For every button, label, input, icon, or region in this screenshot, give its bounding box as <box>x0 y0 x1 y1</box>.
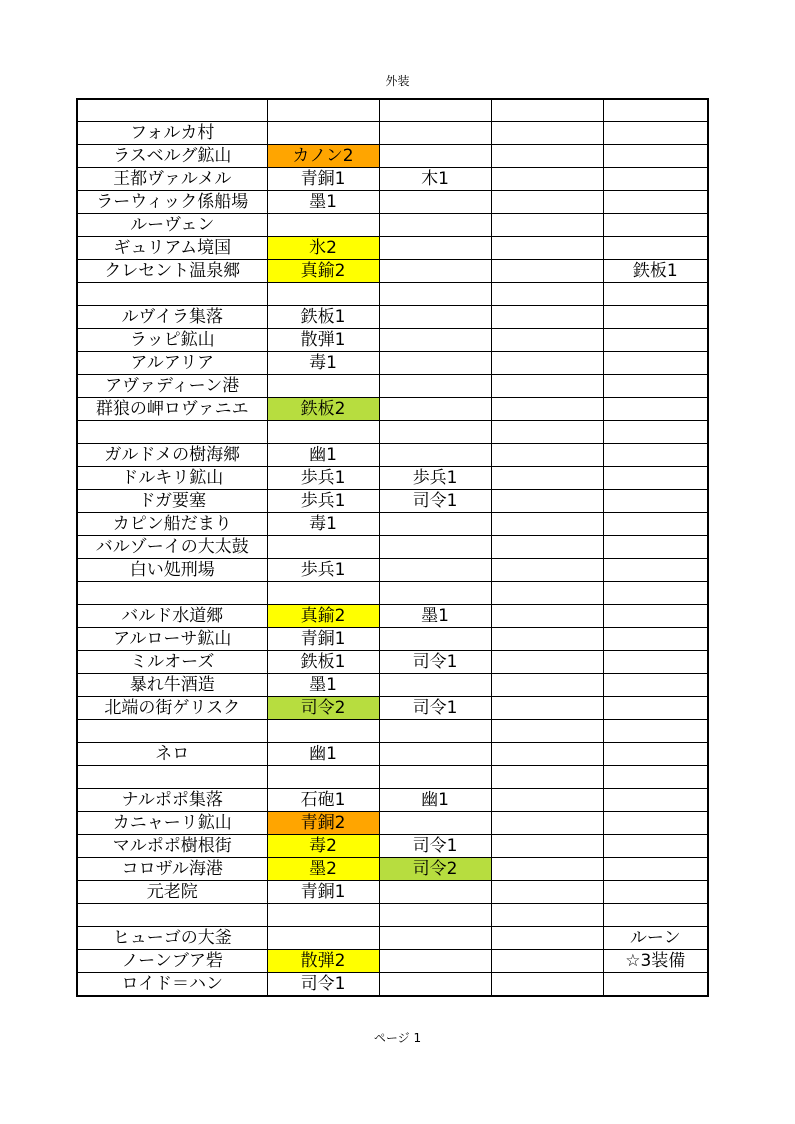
cell-material-4 <box>603 375 708 398</box>
cell-material-4 <box>603 214 708 237</box>
cell-material-4 <box>603 651 708 674</box>
cell-location <box>77 421 267 444</box>
cell-material-4 <box>603 835 708 858</box>
cell-material-3 <box>491 812 603 835</box>
cell-location: アルローサ鉱山 <box>77 628 267 651</box>
cell-material-2 <box>379 306 491 329</box>
table-row <box>77 904 708 927</box>
cell-material-1: 青銅2 <box>267 812 379 835</box>
cell-material-1 <box>267 122 379 145</box>
cell-material-1: 鉄板1 <box>267 306 379 329</box>
cell-material-1 <box>267 904 379 927</box>
table-row <box>77 260 708 283</box>
cell-location: 北端の街ゲリスク <box>77 697 267 720</box>
cell-material-4 <box>603 283 708 306</box>
cell-material-1: 散弾1 <box>267 329 379 352</box>
cell-material-4 <box>603 881 708 904</box>
cell-material-3 <box>491 352 603 375</box>
cell-material-3 <box>491 191 603 214</box>
table-row <box>77 444 708 467</box>
table-row <box>77 697 708 720</box>
cell-material-2: 幽1 <box>379 789 491 812</box>
table-row <box>77 513 708 536</box>
cell-material-2 <box>379 122 491 145</box>
cell-material-1: 歩兵1 <box>267 490 379 513</box>
cell-material-2: 司令1 <box>379 697 491 720</box>
table-row <box>77 375 708 398</box>
cell-material-1: 歩兵1 <box>267 559 379 582</box>
cell-location: フォルカ村 <box>77 122 267 145</box>
page-header-title: 外装 <box>385 74 410 88</box>
cell-location: ルヴイラ集落 <box>77 306 267 329</box>
table-row <box>77 467 708 490</box>
cell-material-3 <box>491 122 603 145</box>
cell-material-4 <box>603 559 708 582</box>
cell-material-3 <box>491 168 603 191</box>
cell-material-2 <box>379 260 491 283</box>
cell-location: ギュリアム境国 <box>77 237 267 260</box>
cell-material-4 <box>603 973 708 997</box>
cell-material-1: 墨2 <box>267 858 379 881</box>
cell-material-3 <box>491 904 603 927</box>
cell-material-4 <box>603 582 708 605</box>
cell-location <box>77 720 267 743</box>
cell-material-4 <box>603 904 708 927</box>
cell-material-3 <box>491 858 603 881</box>
table-row <box>77 283 708 306</box>
cell-location: カニャーリ鉱山 <box>77 812 267 835</box>
cell-material-3 <box>491 513 603 536</box>
cell-material-2 <box>379 628 491 651</box>
cell-material-3 <box>491 582 603 605</box>
table-row <box>77 306 708 329</box>
cell-material-4 <box>603 306 708 329</box>
cell-material-2 <box>379 145 491 168</box>
cell-location: 暴れ牛酒造 <box>77 674 267 697</box>
cell-material-2 <box>379 375 491 398</box>
cell-material-3 <box>491 260 603 283</box>
cell-location: バルド水道郷 <box>77 605 267 628</box>
cell-location: クレセント温泉郷 <box>77 260 267 283</box>
cell-material-2 <box>379 398 491 421</box>
cell-material-4 <box>603 329 708 352</box>
table-row <box>77 237 708 260</box>
cell-material-1: 散弾2 <box>267 950 379 973</box>
cell-material-1 <box>267 927 379 950</box>
cell-material-1 <box>267 720 379 743</box>
table-row <box>77 398 708 421</box>
cell-material-1: 鉄板1 <box>267 651 379 674</box>
table-row <box>77 881 708 904</box>
cell-material-4 <box>603 122 708 145</box>
cell-material-3 <box>491 375 603 398</box>
cell-material-3 <box>491 881 603 904</box>
cell-location: ネロ <box>77 743 267 766</box>
cell-material-3 <box>491 950 603 973</box>
cell-location: ラッピ鉱山 <box>77 329 267 352</box>
cell-material-2 <box>379 352 491 375</box>
cell-material-2 <box>379 720 491 743</box>
cell-material-1: 真鍮2 <box>267 605 379 628</box>
cell-material-1 <box>267 99 379 122</box>
cell-material-1: 青銅1 <box>267 168 379 191</box>
cell-material-3 <box>491 283 603 306</box>
cell-material-4 <box>603 743 708 766</box>
cell-material-1 <box>267 375 379 398</box>
table-row <box>77 99 708 122</box>
cell-location: カピン船だまり <box>77 513 267 536</box>
cell-material-2 <box>379 536 491 559</box>
table-row <box>77 490 708 513</box>
cell-location: 王都ヴァルメル <box>77 168 267 191</box>
table-row <box>77 329 708 352</box>
cell-location: アヴァディーン港 <box>77 375 267 398</box>
cell-material-2 <box>379 513 491 536</box>
table-row <box>77 927 708 950</box>
cell-location: ロイド＝ハン <box>77 973 267 997</box>
cell-material-3 <box>491 99 603 122</box>
table-row <box>77 973 708 997</box>
table-row <box>77 743 708 766</box>
table-row <box>77 191 708 214</box>
cell-material-1: 幽1 <box>267 444 379 467</box>
table-row <box>77 674 708 697</box>
cell-material-2 <box>379 191 491 214</box>
cell-material-1: カノン2 <box>267 145 379 168</box>
table-row <box>77 858 708 881</box>
cell-material-3 <box>491 467 603 490</box>
cell-material-4 <box>603 490 708 513</box>
cell-material-3 <box>491 329 603 352</box>
cell-material-3 <box>491 214 603 237</box>
cell-material-3 <box>491 421 603 444</box>
table-row <box>77 766 708 789</box>
cell-material-1: 青銅1 <box>267 628 379 651</box>
cell-material-3 <box>491 651 603 674</box>
cell-material-1 <box>267 536 379 559</box>
cell-material-2 <box>379 99 491 122</box>
page-footer-number: ページ 1 <box>373 1031 422 1045</box>
cell-material-2: 歩兵1 <box>379 467 491 490</box>
cell-material-4: 鉄板1 <box>603 260 708 283</box>
cell-material-2 <box>379 743 491 766</box>
table-row <box>77 352 708 375</box>
cell-material-2 <box>379 812 491 835</box>
cell-location: ラーウィック係船場 <box>77 191 267 214</box>
cell-location: 元老院 <box>77 881 267 904</box>
cell-material-1: 石砲1 <box>267 789 379 812</box>
cell-location: ノーンブア砦 <box>77 950 267 973</box>
cell-material-3 <box>491 398 603 421</box>
cell-material-4 <box>603 628 708 651</box>
cell-material-2 <box>379 674 491 697</box>
cell-material-1 <box>267 582 379 605</box>
cell-location: 群狼の岬ロヴァニエ <box>77 398 267 421</box>
cell-material-4 <box>603 536 708 559</box>
table-row <box>77 122 708 145</box>
cell-material-2: 木1 <box>379 168 491 191</box>
cell-material-3 <box>491 444 603 467</box>
cell-location: ラスベルグ鉱山 <box>77 145 267 168</box>
cell-material-3 <box>491 789 603 812</box>
cell-location: ナルポポ集落 <box>77 789 267 812</box>
cell-material-2: 墨1 <box>379 605 491 628</box>
cell-location: ドルキリ鉱山 <box>77 467 267 490</box>
spreadsheet-body <box>77 99 708 996</box>
table-row <box>77 145 708 168</box>
cell-location: 白い処刑場 <box>77 559 267 582</box>
cell-material-4 <box>603 421 708 444</box>
table-row <box>77 536 708 559</box>
cell-material-1 <box>267 421 379 444</box>
cell-material-4 <box>603 513 708 536</box>
cell-material-1: 墨1 <box>267 674 379 697</box>
cell-material-2: 司令1 <box>379 651 491 674</box>
cell-material-1: 司令1 <box>267 973 379 997</box>
cell-material-3 <box>491 628 603 651</box>
cell-location: マルポポ樹根街 <box>77 835 267 858</box>
cell-material-3 <box>491 536 603 559</box>
cell-location: ドガ要塞 <box>77 490 267 513</box>
cell-material-4: ☆3装備 <box>603 950 708 973</box>
cell-material-2: 司令2 <box>379 858 491 881</box>
cell-material-4 <box>603 812 708 835</box>
cell-material-3 <box>491 605 603 628</box>
cell-location: ルーヴェン <box>77 214 267 237</box>
cell-material-3 <box>491 835 603 858</box>
cell-location: コロザル海港 <box>77 858 267 881</box>
cell-material-3 <box>491 306 603 329</box>
cell-location <box>77 766 267 789</box>
cell-material-2 <box>379 214 491 237</box>
table-row <box>77 812 708 835</box>
cell-material-1: 墨1 <box>267 191 379 214</box>
table-row <box>77 605 708 628</box>
table-row <box>77 835 708 858</box>
cell-material-4 <box>603 720 708 743</box>
cell-location: バルゾーイの大太鼓 <box>77 536 267 559</box>
cell-material-3 <box>491 490 603 513</box>
cell-material-2 <box>379 766 491 789</box>
cell-material-1: 毒1 <box>267 513 379 536</box>
cell-material-2 <box>379 582 491 605</box>
cell-location: アルアリア <box>77 352 267 375</box>
cell-material-1: 毒2 <box>267 835 379 858</box>
table-row <box>77 559 708 582</box>
cell-material-3 <box>491 674 603 697</box>
cell-material-4 <box>603 605 708 628</box>
cell-material-4 <box>603 697 708 720</box>
spreadsheet-table <box>76 98 709 997</box>
cell-location: ガルドメの樹海郷 <box>77 444 267 467</box>
cell-material-3 <box>491 559 603 582</box>
cell-material-1: 幽1 <box>267 743 379 766</box>
cell-location <box>77 904 267 927</box>
cell-location <box>77 582 267 605</box>
cell-material-2 <box>379 237 491 260</box>
cell-material-2 <box>379 329 491 352</box>
cell-material-4 <box>603 674 708 697</box>
cell-material-1: 毒1 <box>267 352 379 375</box>
cell-location <box>77 99 267 122</box>
cell-material-3 <box>491 927 603 950</box>
cell-material-1 <box>267 766 379 789</box>
cell-material-2 <box>379 950 491 973</box>
cell-material-3 <box>491 973 603 997</box>
cell-material-4 <box>603 237 708 260</box>
cell-material-2 <box>379 904 491 927</box>
cell-material-4 <box>603 789 708 812</box>
table-row <box>77 421 708 444</box>
cell-material-1: 青銅1 <box>267 881 379 904</box>
cell-material-2: 司令1 <box>379 835 491 858</box>
cell-material-4 <box>603 352 708 375</box>
cell-material-1: 歩兵1 <box>267 467 379 490</box>
table-row <box>77 168 708 191</box>
cell-material-4 <box>603 467 708 490</box>
table-row <box>77 582 708 605</box>
cell-material-4 <box>603 444 708 467</box>
cell-material-2 <box>379 444 491 467</box>
cell-material-2 <box>379 881 491 904</box>
cell-material-1: 氷2 <box>267 237 379 260</box>
cell-material-4 <box>603 191 708 214</box>
table-row <box>77 789 708 812</box>
cell-material-3 <box>491 720 603 743</box>
cell-material-3 <box>491 697 603 720</box>
cell-material-2 <box>379 927 491 950</box>
table-row <box>77 651 708 674</box>
cell-material-2 <box>379 559 491 582</box>
cell-material-1 <box>267 283 379 306</box>
cell-material-1: 鉄板2 <box>267 398 379 421</box>
cell-material-4: ルーン <box>603 927 708 950</box>
cell-location: ミルオーズ <box>77 651 267 674</box>
cell-material-2 <box>379 283 491 306</box>
cell-material-3 <box>491 145 603 168</box>
cell-material-1: 司令2 <box>267 697 379 720</box>
cell-material-4 <box>603 766 708 789</box>
cell-material-4 <box>603 858 708 881</box>
cell-location: ヒューゴの大釜 <box>77 927 267 950</box>
cell-material-2 <box>379 421 491 444</box>
cell-material-4 <box>603 168 708 191</box>
cell-material-2 <box>379 973 491 997</box>
cell-material-3 <box>491 237 603 260</box>
cell-material-3 <box>491 766 603 789</box>
cell-material-4 <box>603 398 708 421</box>
table-row <box>77 720 708 743</box>
table-row <box>77 214 708 237</box>
cell-material-2: 司令1 <box>379 490 491 513</box>
cell-material-1 <box>267 214 379 237</box>
cell-material-4 <box>603 145 708 168</box>
table-row <box>77 628 708 651</box>
cell-location <box>77 283 267 306</box>
cell-material-1: 真鍮2 <box>267 260 379 283</box>
cell-material-3 <box>491 743 603 766</box>
table-row <box>77 950 708 973</box>
cell-material-4 <box>603 99 708 122</box>
